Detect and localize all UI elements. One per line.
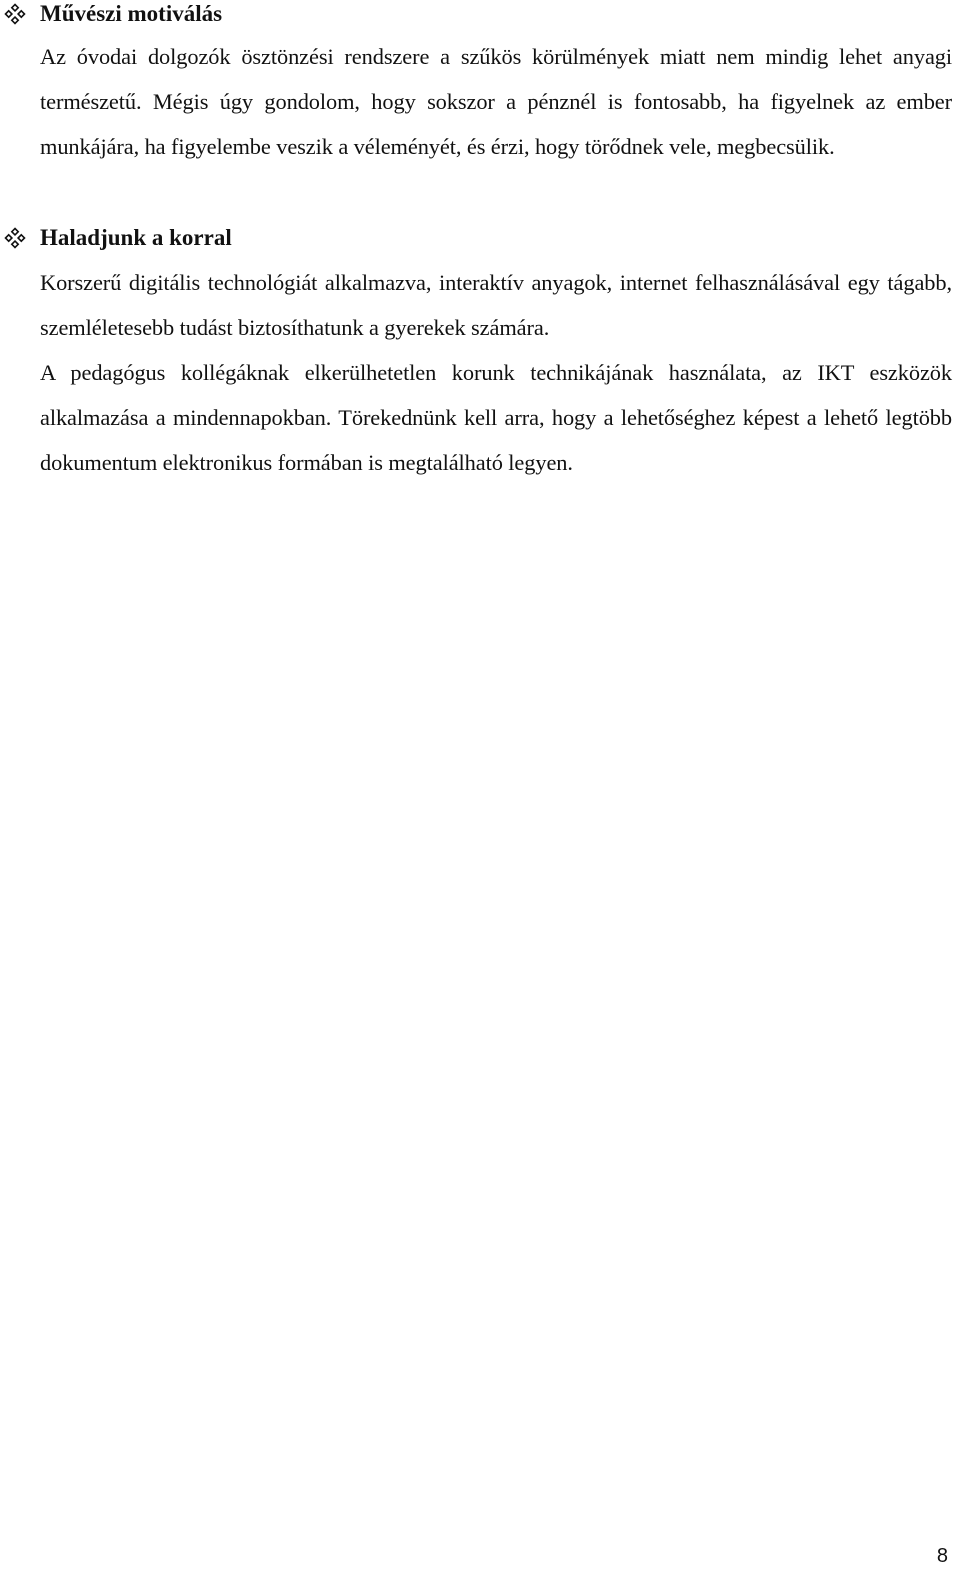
section-heading-text: Haladjunk a korral <box>40 225 232 250</box>
page-number: 8 <box>936 1545 948 1567</box>
paragraph-haladjunk-1: Korszerű digitális technológiát alkalmazva, interaktív anyagok, internet felhasználásával egy tágabb, szemléletesebb tudást biztosíthatunk a gyerekek számára. <box>40 270 952 340</box>
section-heading-haladjunk-a-korral <box>0 224 232 252</box>
section-heading-text: Művészi motiválás <box>40 1 223 26</box>
paragraph-muveszi-motivalas: Az óvodai dolgozók ösztönzési rendszere a szűkös körülmények miatt nem mindig lehet anyagi természetű. Mégis úgy gondolom, hogy sokszor a pénznél is fontosabb, ha figyelnek az ember munkájára, ha figyelembe veszik a véleményét, és érzi, hogy törődnek vele, megbecsülik. <box>40 44 952 159</box>
section-heading-muveszi-motivalas <box>0 0 222 28</box>
diamond-bullet-icon <box>4 3 26 25</box>
paragraph-haladjunk-2: A pedagógus kollégáknak elkerülhetetlen korunk technikájának használata, az IKT eszközök alkalmazása a mindennapokban. Törekednünk kell arra, hogy a lehetőséghez képest a lehető legtöbb dokumentum elektronikus formában is megtalálható legyen. <box>40 360 952 475</box>
diamond-bullet-icon <box>4 227 26 249</box>
